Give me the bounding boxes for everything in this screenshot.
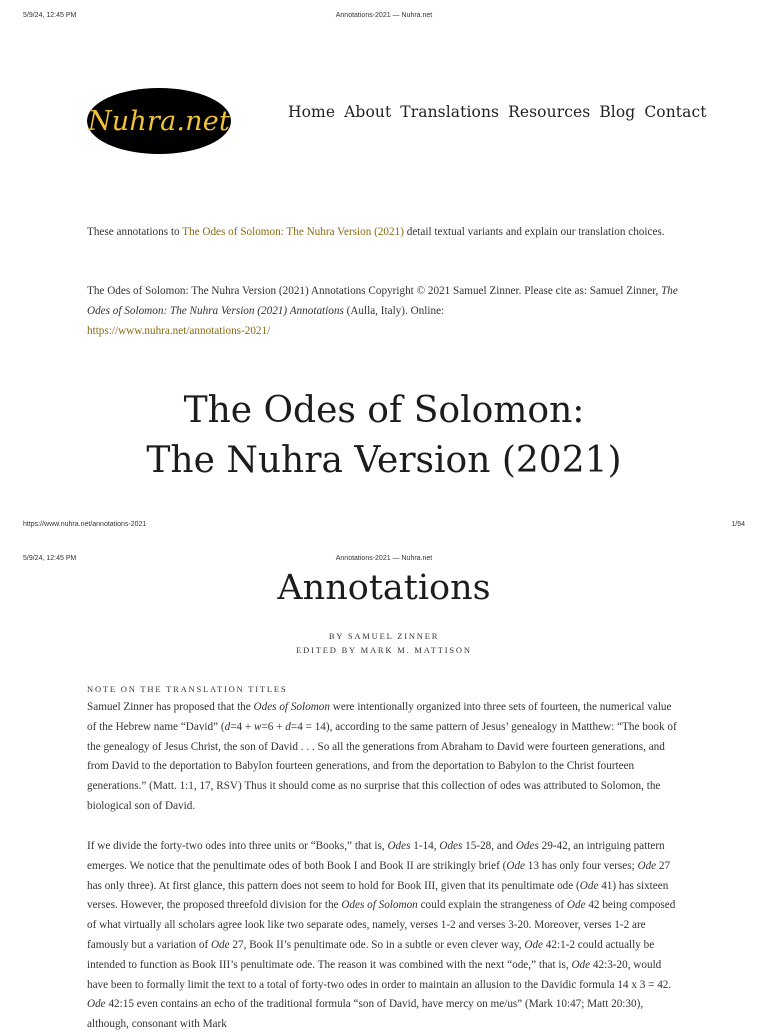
nav-item-about[interactable]: About <box>344 103 392 121</box>
site-logo[interactable] <box>87 88 231 154</box>
print-title: Annotations-2021 — Nuhra.net <box>335 555 433 562</box>
body-paragraph-2: If we divide the forty-two odes into three units or “Books,” that is, Odes 1-14, Odes 15-28, and Odes 29-42, an intriguing pattern emerges. We notice that the penultimate odes of both Book I and Book II are strikingly brief (Ode 13 has only four verses; Ode 27 has only three). At first glance, this pattern does not seem to hold for Book III, given that its penultimate ode (Ode 41) has sixteen verses. However, the proposed threefold division for the Odes of Solomon could explain the strangeness of Ode 42 being composed of what virtually all scholars agree look like two separate odes, namely, verses 1-2 and verses 3-20. Moreover, verses 1-2 are famously but a variation of Ode 27, Book II’s penultimate ode. So in a subtle or even clever way, Ode 42:1-2 could actually be intended to function as Book III’s penultimate ode. The reason it was combined with the next “ode,” that is, Ode 42:3-20, would have been to formally limit the text to a total of forty-two odes in order to maintain an allusion to the Davidic formula 14 x 3 = 42. Ode 42:15 even contains an echo of the traditional formula “son of David, have mercy on me/us” (Mark 10:47; Matt 20:30), although, consonant with Mark <box>87 840 676 1031</box>
main-title-line1: The Odes of Solomon: <box>183 390 585 431</box>
body-paragraph-1: Samuel Zinner has proposed that the Odes of Solomon were intentionally organized into three sets of fourteen, the numerical value of the Hebrew name “David” (d=4 + w=6 + d=4 = 14), according to the same pattern of Jesus’ genealogy in Matthew: “The book of the genealogy of Jesus Christ, the son of David . . . So all the generations from Abraham to David were fourteen generations, and from David to the deportation to Babylon fourteen generations, and from the deportation to Babylon to the Christ fourteen generations.” (Matt. 1:1, 17, RSV) Thus it should come as no surprise that this collection of odes was attributed to Solomon, the biological son of David. <box>87 701 677 812</box>
copyright-location: (Aulla, Italy). Online: <box>343 304 445 317</box>
page-number: 1/54 <box>731 521 745 528</box>
nav-item-contact[interactable]: Contact <box>644 103 707 121</box>
section-heading: NOTE ON THE TRANSLATION TITLES <box>87 684 288 694</box>
main-title-line2: The Nuhra Version (2021) <box>146 440 622 481</box>
print-url: https://www.nuhra.net/annotations-2021 <box>23 521 147 528</box>
nav-item-resources[interactable]: Resources <box>508 103 591 121</box>
nav-item-home[interactable]: Home <box>288 103 336 121</box>
annotations-url-link[interactable]: https://www.nuhra.net/annotations-2021/ <box>87 324 271 337</box>
nav-item-blog[interactable]: Blog <box>599 103 636 121</box>
author-byline: BY SAMUEL ZINNER <box>328 631 440 641</box>
annotations-title: Annotations <box>277 568 491 608</box>
intro-text: These annotations to <box>87 226 183 238</box>
main-nav <box>288 103 707 121</box>
intro-text-end: detail textual variants and explain our translation choices. <box>403 226 665 238</box>
odes-link[interactable]: The Odes of Solomon: The Nuhra Version (2021) <box>182 226 404 238</box>
print-datetime: 5/9/24, 12:45 PM <box>23 555 77 562</box>
editor-byline: EDITED BY MARK M. MATTISON <box>296 645 472 655</box>
print-title: Annotations-2021 — Nuhra.net <box>335 12 433 19</box>
intro-paragraph <box>87 223 681 243</box>
copyright-text: The Odes of Solomon: The Nuhra Version (2021) Annotations Copyright © 2021 Samuel Zinner. Please cite as: Samuel Zinner, <box>87 285 662 297</box>
print-datetime: 5/9/24, 12:45 PM <box>23 12 77 19</box>
copyright-paragraph <box>87 282 681 341</box>
logo-text: Nuhra.net <box>87 105 230 137</box>
copyright-title: The Odes of Solomon: The Nuhra Version (2021) Annotations <box>87 285 678 317</box>
main-title <box>0 386 768 486</box>
nav-item-translations[interactable]: Translations <box>400 103 500 121</box>
